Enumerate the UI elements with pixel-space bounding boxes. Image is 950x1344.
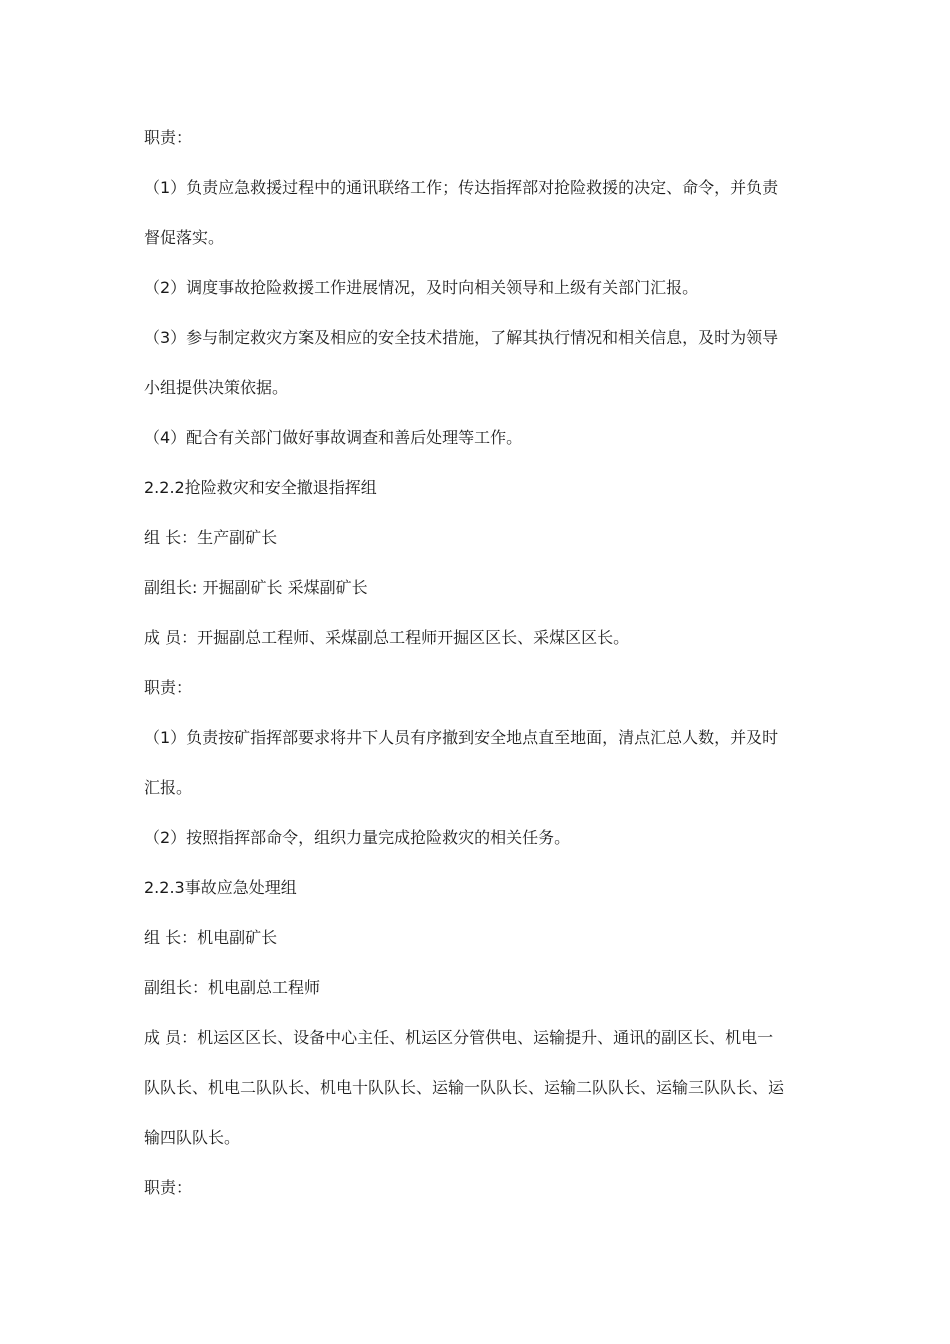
duty-item-3-line-1: （3）参与制定救灾方案及相应的安全技术措施，了解其执行情况和相关信息，及时为领导 [144,328,779,347]
duty-item-3-line-2: 小组提供决策依据。 [144,378,289,397]
section-heading-2-2-2: 2.2.2抢险救灾和安全撤退指挥组 [144,478,377,497]
duty-item-1b-line-1: （1）负责按矿指挥部要求将井下人员有序撤到安全地点直至地面，清点汇总人数，并及时 [144,728,779,747]
group-leader-line: 组 长：生产副矿长 [144,528,278,547]
duty-item-4: （4）配合有关部门做好事故调查和善后处理等工作。 [144,428,523,447]
duty-item-1-line-2: 督促落实。 [144,228,225,247]
duties-heading-1: 职责： [144,128,193,147]
deputy-leader-line: 副组长: 开掘副矿长 采煤副矿长 [144,578,368,597]
duty-item-2: （2）调度事故抢险救援工作进展情况，及时向相关领导和上级有关部门汇报。 [144,278,699,297]
members-line-2-part-1: 成 员：机运区区长、设备中心主任、机运区分管供电、运输提升、通讯的副区长、机电一 [144,1028,774,1047]
members-line-2-part-3: 输四队队长。 [144,1128,241,1147]
group-leader-line-2: 组 长：机电副矿长 [144,928,278,947]
duties-heading-3: 职责： [144,1178,193,1197]
duty-item-1-line-1: （1）负责应急救援过程中的通讯联络工作；传达指挥部对抢险救援的决定、命令，并负责 [144,178,779,197]
deputy-leader-line-2: 副组长：机电副总工程师 [144,978,321,997]
duty-item-2b: （2）按照指挥部命令，组织力量完成抢险救灾的相关任务。 [144,828,571,847]
section-heading-2-2-3: 2.2.3事故应急处理组 [144,878,297,897]
duty-item-1b-line-2: 汇报。 [144,778,193,797]
duties-heading-2: 职责： [144,678,193,697]
members-line: 成 员：开掘副总工程师、采煤副总工程师开掘区区长、采煤区区长。 [144,628,630,647]
members-line-2-part-2: 队队长、机电二队队长、机电十队队长、运输一队队长、运输二队队长、运输三队队长、运 [144,1078,785,1097]
